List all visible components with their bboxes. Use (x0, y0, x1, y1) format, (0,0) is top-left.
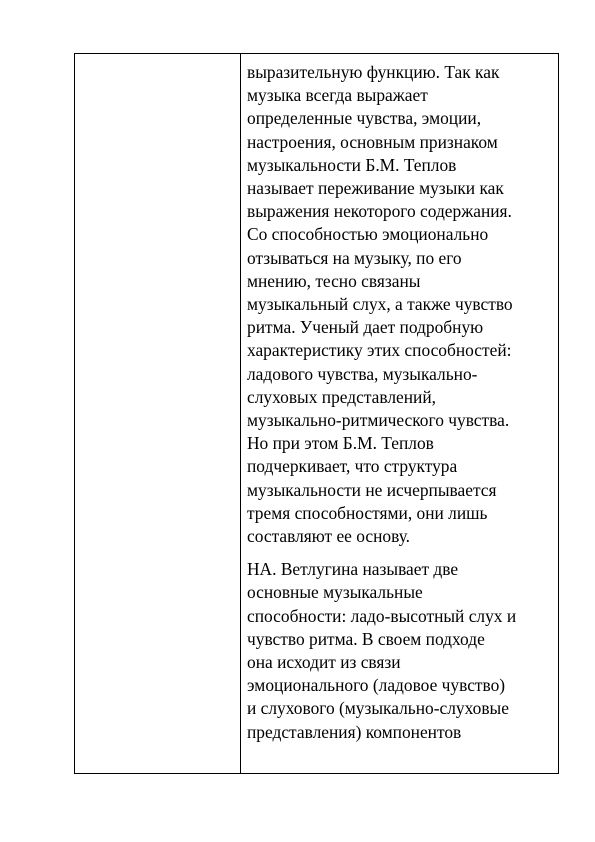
paragraph-teplov: выразительную функцию. Так как музыка всегда выражает определенные чувства, эмоции, настроения, основным признаком музыкальности Б.М. Теплов называет переживание музыки как выражения некоторого содержания. Со способностью эмоционально отзываться на музыку, по его мнению, тесно связаны музыкальный слух, а также чувство ритма. Ученый дает подробную характеристику этих способностей: ладового чувства, музыкально- слуховых представлений, музыкально-ритмического чувства. Но при этом Б.М. Теплов подчеркивает, что структура музыкальности не исчерпывается тремя способностями, они лишь составляют ее основу. (247, 62, 513, 547)
table-cell-left-empty (75, 54, 241, 773)
content-table (74, 53, 559, 774)
table-cell-right (241, 54, 558, 773)
paragraph-vetlugina: НА. Ветлугина называет две основные музыкальные способности: ладо-высотный слух и чувство ритма. В своем подходе она исходит из связи эмоционального (ладовое чувство) и слухового (музыкально-слуховые представления) компонентов (247, 559, 517, 742)
